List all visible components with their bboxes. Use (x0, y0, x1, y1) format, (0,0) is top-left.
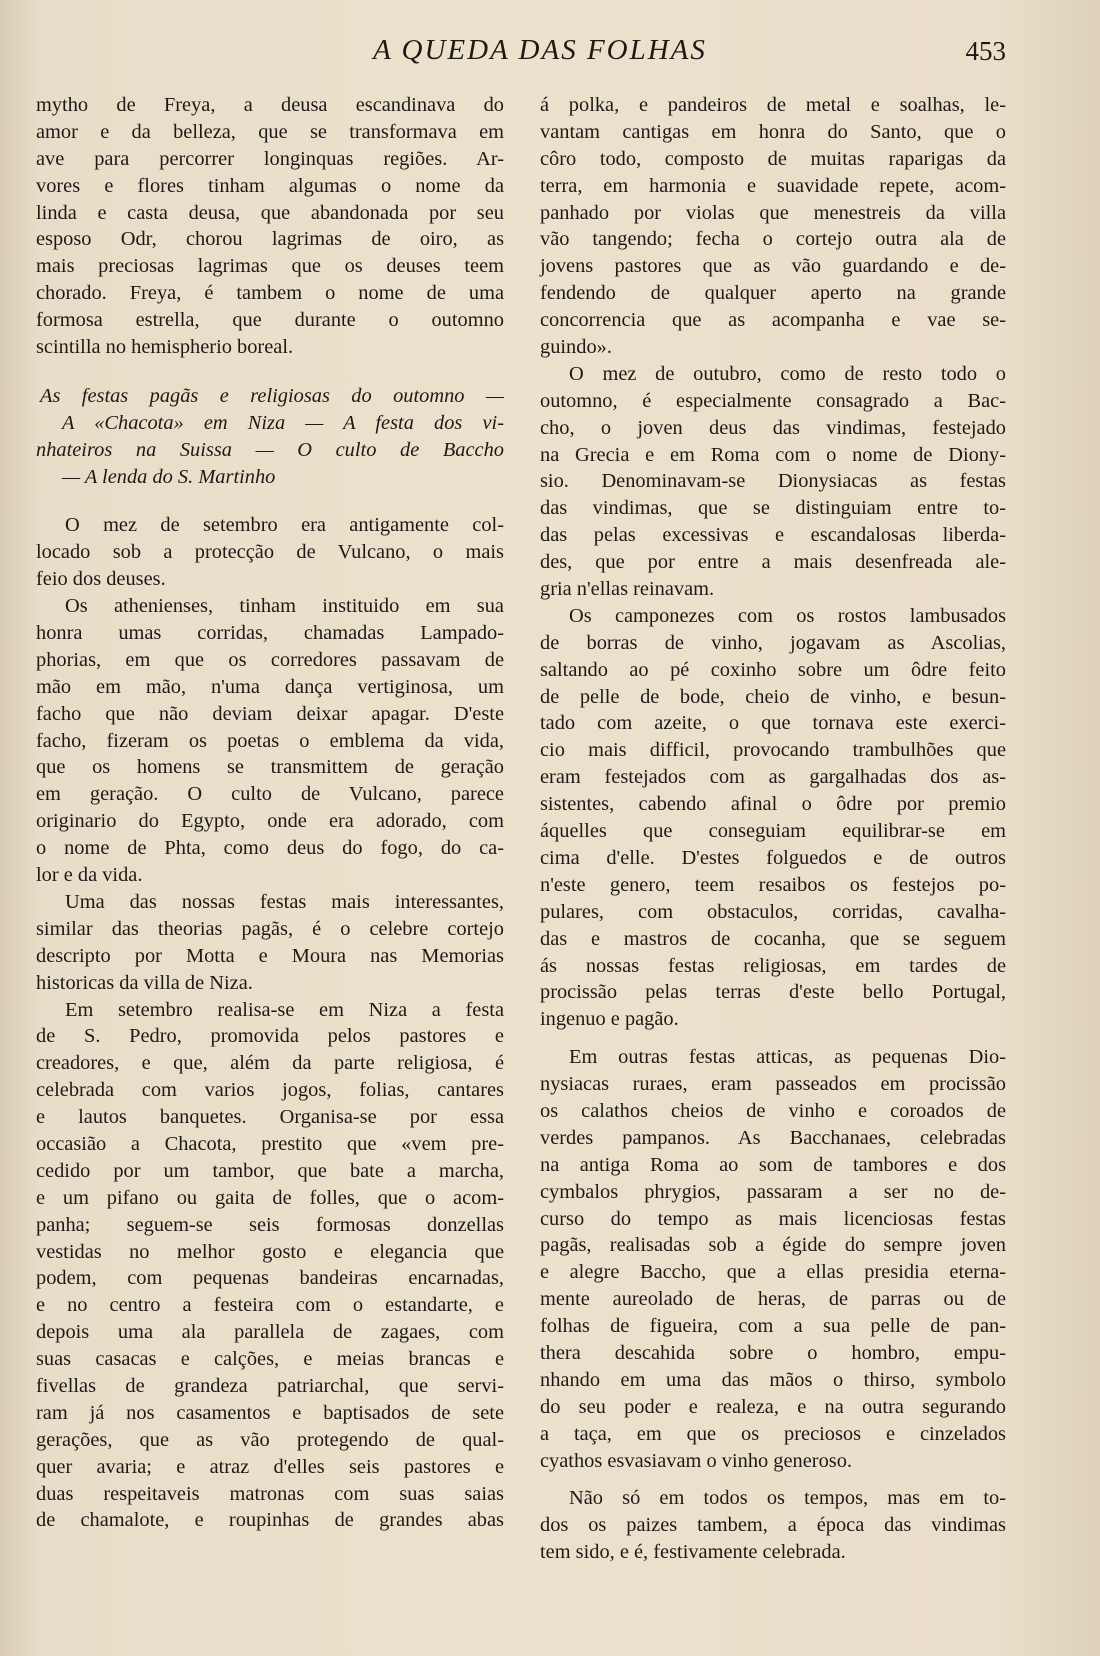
text-line: panha; seguem-se seis formosas donzellas (36, 1213, 504, 1236)
text-line: o nome de Phta, como deus do fogo, do ca- (36, 837, 504, 860)
text-line: procissão pelas terras d'este bello Portugal, (540, 981, 1006, 1004)
text-line: áquelles que conseguiam equilibrar-se em (540, 820, 1006, 843)
text-line: thera descahida sobre o hombro, empu- (540, 1341, 1006, 1364)
text-line: guindo». (540, 336, 612, 359)
text-line: das pelas excessivas e escandalosas liberda- (540, 524, 1006, 547)
text-line: outomno, é especialmente consagrado a Bac- (540, 389, 1006, 412)
text-line: das vindimas, que se distinguiam entre to- (540, 497, 1006, 520)
text-line: feio dos deuses. (36, 568, 166, 591)
text-line: na Grecia e em Roma com o nome de Diony- (540, 443, 1006, 466)
text-line: ás nossas festas religiosas, em tardes de (540, 954, 1006, 977)
text-line: em geração. O culto de Vulcano, parece (36, 783, 504, 806)
text-line: formosa estrella, que durante o outomno (36, 309, 504, 332)
text-line: eram festejados com as gargalhadas dos as- (540, 766, 1006, 789)
text-line: os calathos cheios de vinho e coroados de (540, 1099, 1006, 1122)
text-line: das e mastros de cocanha, que se seguem (540, 927, 1006, 950)
text-line: e no centro a festeira com o estandarte, e (36, 1294, 504, 1317)
text-line: facho, fizeram os poetas o emblema da vida, (36, 729, 504, 752)
text-line: a taça, em que os preciosos e cinzelados (540, 1422, 1006, 1445)
text-line: mytho de Freya, a deusa escandinava do (36, 94, 504, 116)
text-line: mão em mão, n'uma dança vertiginosa, um (36, 675, 504, 698)
text-line: historicas da villa de Niza. (36, 971, 253, 994)
text-line: Uma das nossas festas mais interessantes, (65, 890, 504, 913)
text-line: suas casacas e calções, e meias brancas e (36, 1348, 504, 1371)
text-line: e um pifano ou gaita de folles, que o acom- (36, 1186, 504, 1209)
text-line: cyathos esvasiavam o vinho generoso. (540, 1449, 853, 1472)
text-line: Não só em todos os tempos, mas em to- (569, 1487, 1006, 1510)
paragraph (540, 1485, 1006, 1566)
text-line: de borras de vinho, jogavam as Ascolias, (540, 631, 1006, 654)
heading-line: nhateiros na Suissa — O culto de Baccho (36, 438, 504, 461)
text-line: duas respeitaveis matronas com suas saias (36, 1482, 504, 1505)
paragraph (540, 603, 1006, 1033)
text-line: quer avaria; e atraz d'elles seis pastores e (36, 1455, 504, 1478)
text-line: vestidas no melhor gosto e elegancia que (36, 1240, 504, 1263)
text-line: esposo Odr, chorou lagrimas de oiro, as (36, 228, 504, 251)
text-line: que os homens se transmittem de geração (36, 756, 504, 779)
text-line: O mez de outubro, como de resto todo o (569, 362, 1006, 385)
left-column (36, 92, 504, 1534)
text-line: sistentes, cabendo afinal o ôdre por premio (540, 793, 1006, 816)
text-line: folhas de figueira, com a sua pelle de pan- (540, 1315, 1006, 1338)
text-line: dos os paizes tambem, a época das vindimas (540, 1514, 1006, 1537)
paragraph (36, 92, 504, 361)
text-line: Em setembro realisa-se em Niza a festa (65, 998, 504, 1021)
text-line: nysiacas ruraes, eram passeados em procissão (540, 1073, 1006, 1096)
text-line: cima d'elle. D'estes folguedos e de outros (540, 846, 1006, 869)
text-line: fivellas de grandeza patriarchal, que servi- (36, 1374, 504, 1397)
text-line: Em outras festas atticas, as pequenas Dio- (569, 1046, 1006, 1069)
paragraph (540, 1044, 1006, 1474)
text-line: cho, o joven deus das vindimas, festejado (540, 416, 1006, 439)
text-line: occasião a Chacota, prestito que «vem pre- (36, 1132, 504, 1155)
text-line: na antiga Roma ao som de tambores e dos (540, 1153, 1006, 1176)
running-title: A QUEDA DAS FOLHAS (373, 34, 707, 66)
text-line: e lautos banquetes. Organisa-se por essa (36, 1106, 504, 1129)
text-line: pulares, com obstaculos, corridas, cavalha- (540, 900, 1006, 923)
text-line: scintilla no hemispherio boreal. (36, 336, 294, 359)
text-line: cymbalos phrygios, passaram a ser no de- (540, 1180, 1006, 1203)
text-line: mais preciosas lagrimas que os deuses teem (36, 255, 504, 278)
text-line: pagãs, realisadas sob a égide do sempre joven (540, 1234, 1006, 1257)
text-line: mente aureolado de heras, de parras ou de (540, 1288, 1006, 1311)
paragraph (36, 512, 504, 593)
text-line: curso do tempo as mais licenciosas festas (540, 1207, 1006, 1230)
text-line: á polka, e pandeiros de metal e soalhas, le- (540, 94, 1006, 116)
text-line: côro todo, composto de muitas raparigas da (540, 147, 1006, 170)
page-header (0, 30, 1100, 70)
paragraph (540, 92, 1006, 361)
text-line: amor e da belleza, que se transformava em (36, 120, 504, 143)
text-line: concorrencia que as acompanha e vae se- (540, 309, 1006, 332)
text-line: gria n'ellas reinavam. (540, 578, 715, 601)
paragraph (36, 997, 504, 1535)
text-line: Os athenienses, tinham instituido em sua (65, 595, 504, 618)
text-line: similar das theorias pagãs, é o celebre cortejo (36, 917, 504, 940)
text-line: O mez de setembro era antigamente col- (65, 514, 504, 537)
paragraph (36, 593, 504, 889)
text-line: vores e flores tinham algumas o nome da (36, 174, 504, 197)
text-line: e alegre Baccho, que a ellas presidia eterna- (540, 1261, 1006, 1284)
text-line: gerações, que as vão protegendo de qual- (36, 1428, 504, 1451)
text-line: de S. Pedro, promovida pelos pastores e (36, 1025, 504, 1048)
text-line: Os camponezes com os rostos lambusados (569, 604, 1006, 627)
text-line: vão tangendo; fecha o cortejo outra ala de (540, 228, 1006, 251)
text-line: locado sob a protecção de Vulcano, o mais (36, 541, 504, 564)
text-line: de chamalote, e roupinhas de grandes abas (36, 1509, 504, 1532)
text-line: depois uma ala parallela de zagaes, com (36, 1321, 504, 1344)
heading-line: A «Chacota» em Niza — A festa dos vi- (62, 411, 504, 434)
text-line: panhado por violas que menestreis da villa (540, 201, 1006, 224)
text-line: tem sido, e é, festivamente celebrada. (540, 1541, 846, 1564)
heading-line: — A lenda do S. Martinho (62, 465, 276, 488)
text-line: verdes pampanos. As Bacchanaes, celebradas (540, 1126, 1006, 1149)
text-line: originario do Egypto, onde era adorado, com (36, 810, 504, 833)
right-column (540, 92, 1006, 1566)
text-line: de pelle de bode, cheio de vinho, e besun- (540, 685, 1006, 708)
section-heading (36, 383, 504, 491)
text-line: linda e casta deusa, que abandonada por seu (36, 201, 504, 224)
text-line: cio mais difficil, provocando trambulhões que (540, 739, 1006, 762)
text-line: ingenuo e pagão. (540, 1008, 679, 1031)
text-line: ave para percorrer longinquas regiões. Ar- (36, 147, 504, 170)
text-line: ram já nos casamentos e baptisados de sete (36, 1401, 504, 1424)
text-line: honra umas corridas, chamadas Lampado- (36, 622, 504, 645)
text-line: podem, com pequenas bandeiras encarnadas, (36, 1267, 504, 1290)
text-line: vantam cantigas em honra do Santo, que o (540, 120, 1006, 143)
text-line: do seu poder e realeza, e na outra segurando (540, 1395, 1006, 1418)
text-line: creadores, e que, além da parte religiosa, é (36, 1052, 504, 1075)
text-line: lor e da vida. (36, 864, 143, 887)
text-line: phorias, em que os corredores passavam de (36, 648, 504, 671)
heading-line: As festas pagãs e religiosas do outomno — (40, 384, 504, 407)
text-line: sio. Denominavam-se Dionysiacas as festas (540, 470, 1006, 493)
text-line: fendendo de qualquer aperto na grande (540, 282, 1006, 305)
text-line: terra, em harmonia e suavidade repete, acom- (540, 174, 1006, 197)
text-line: tado com azeite, o que tornava este exerci- (540, 712, 1006, 735)
text-line: n'este genero, teem resaibos os festejos po- (540, 873, 1006, 896)
text-line: saltando ao pé coxinho sobre um ôdre feito (540, 658, 1006, 681)
text-line: des, que por entre a mais desenfreada ale- (540, 551, 1006, 574)
text-line: nhando em uma das mãos o thirso, symbolo (540, 1368, 1006, 1391)
text-line: cedido por um tambor, que bate a marcha, (36, 1159, 504, 1182)
text-line: chorado. Freya, é tambem o nome de uma (36, 282, 504, 305)
paragraph (36, 889, 504, 997)
text-line: jovens pastores que as vão guardando e de- (540, 255, 1006, 278)
page-number: 453 (965, 36, 1006, 66)
text-line: facho que não deviam deixar apagar. D'este (36, 702, 504, 725)
text-line: celebrada com varios jogos, folias, cantares (36, 1079, 504, 1102)
text-line: descripto por Motta e Moura nas Memorias (36, 944, 504, 967)
paragraph (540, 361, 1006, 603)
